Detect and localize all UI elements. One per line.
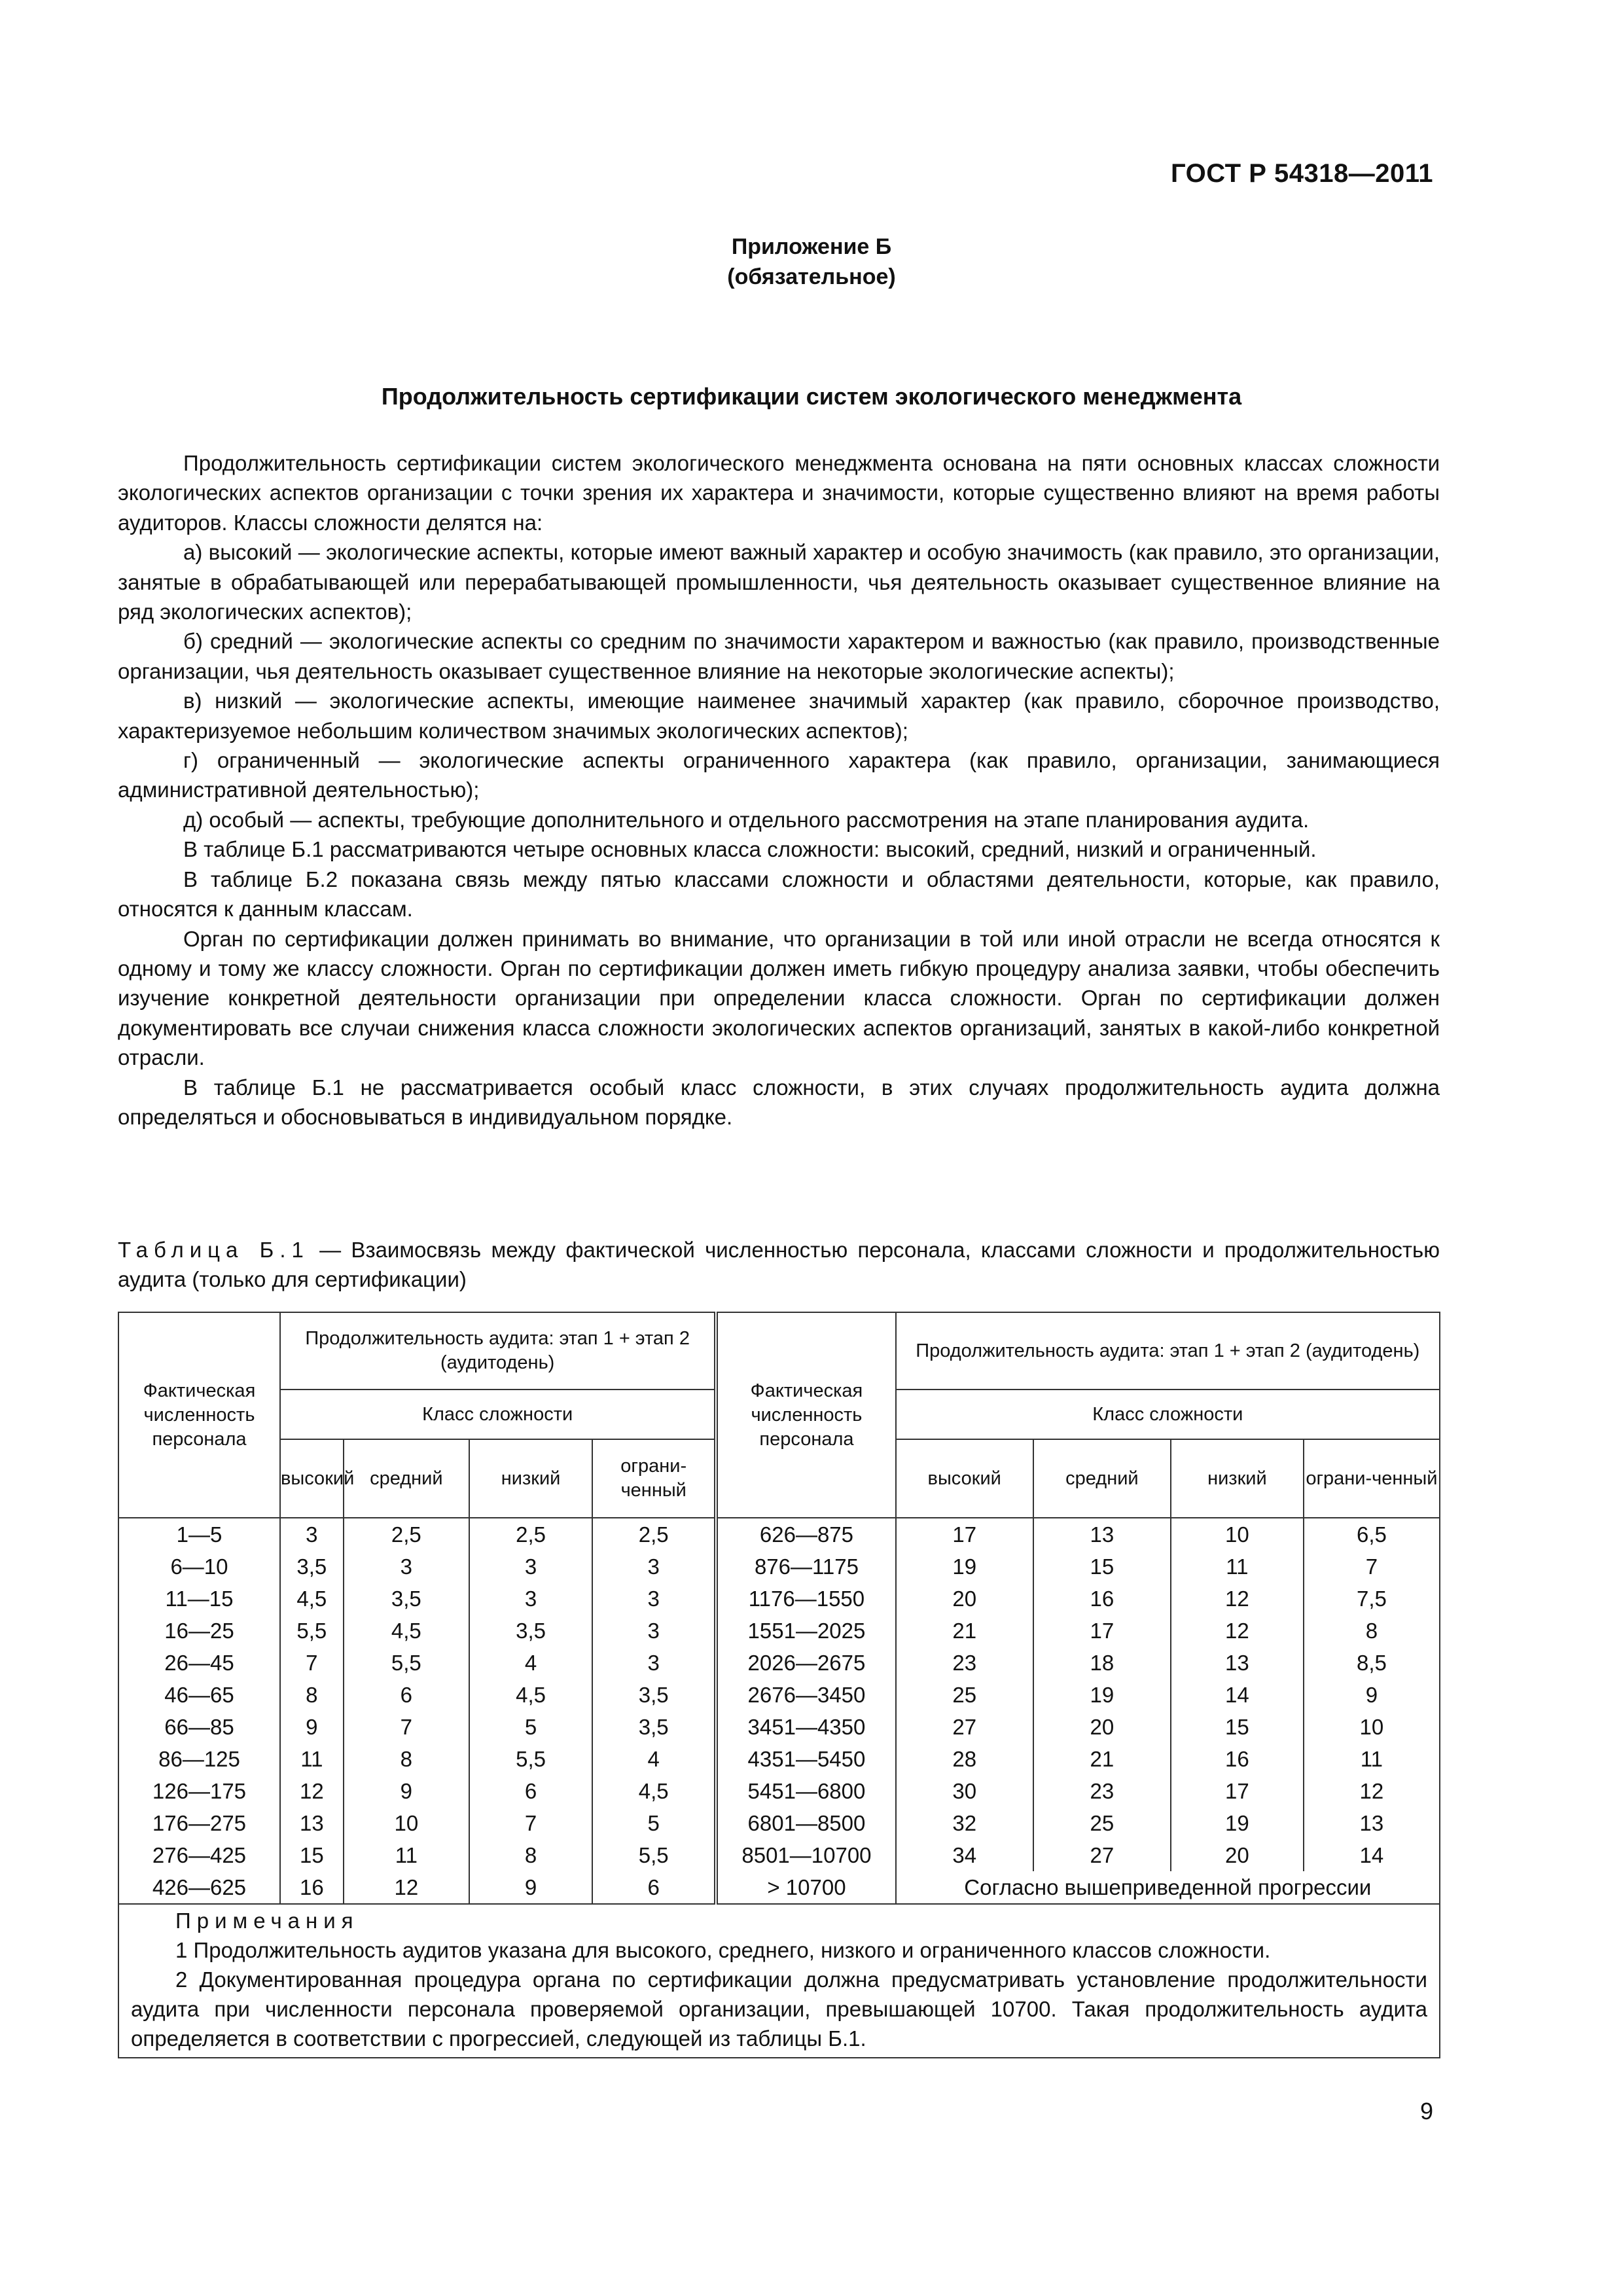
table-cell: 8 <box>280 1679 344 1711</box>
table-cell: 18 <box>1033 1647 1171 1679</box>
paragraph: д) особый — аспекты, требующие дополнительного и отдельного рассмотрения на этапе планирования аудита. <box>183 807 1310 832</box>
table-row <box>118 1711 1440 1743</box>
table-cell: 2676—3450 <box>716 1679 895 1711</box>
table-cell: 7 <box>344 1711 469 1743</box>
table-cell: 7 <box>280 1647 344 1679</box>
table-cell: 15 <box>1171 1711 1304 1743</box>
table-row <box>118 1839 1440 1871</box>
table-cell: 13 <box>1304 1807 1440 1839</box>
header-class-limited-2: ограни-ченный <box>1304 1439 1440 1518</box>
table-cell: 6,5 <box>1304 1518 1440 1551</box>
table-cell: 20 <box>1033 1711 1171 1743</box>
table-cell: 8 <box>344 1743 469 1775</box>
table-cell: 19 <box>896 1551 1033 1583</box>
table-cell: 7 <box>1304 1551 1440 1583</box>
note-item: 1 Продолжительность аудитов указана для высокого, среднего, низкого и ограниченного классов сложности. <box>175 1938 1271 1962</box>
table-cell: 19 <box>1033 1679 1171 1711</box>
table-cell: 12 <box>1304 1775 1440 1807</box>
table-cell: 16—25 <box>118 1615 280 1647</box>
table-cell: 15 <box>280 1839 344 1871</box>
table-cell: 20 <box>896 1583 1033 1615</box>
header-duration-2: Продолжительность аудита: этап 1 + этап 2 (аудитодень) <box>896 1312 1440 1390</box>
table-cell: 1—5 <box>118 1518 280 1551</box>
header-staff: Фактическая численность персонала <box>118 1312 280 1518</box>
table-cell: 3 <box>592 1551 716 1583</box>
table-cell: 27 <box>896 1711 1033 1743</box>
table-notes-cell <box>118 1904 1440 2058</box>
table-cell: 25 <box>896 1679 1033 1711</box>
header-class-limited: ограни-ченный <box>592 1439 716 1518</box>
table-cell: 12 <box>1171 1583 1304 1615</box>
table-cell: 5451—6800 <box>716 1775 895 1807</box>
table-cell: 17 <box>896 1518 1033 1551</box>
table-cell: 16 <box>1171 1743 1304 1775</box>
table-cell: 8,5 <box>1304 1647 1440 1679</box>
page-number: 9 <box>1419 2098 1433 2125</box>
table-row <box>118 1743 1440 1775</box>
table-row <box>118 1647 1440 1679</box>
table-cell: 176—275 <box>118 1807 280 1839</box>
table-cell: 3451—4350 <box>716 1711 895 1743</box>
table-caption-label: Таблица Б.1 <box>118 1238 310 1262</box>
data-table <box>118 1312 1440 2058</box>
table-cell: 11 <box>280 1743 344 1775</box>
document-code: ГОСТ Р 54318—2011 <box>1171 159 1433 188</box>
table-cell: 4 <box>592 1743 716 1775</box>
table-cell: 23 <box>1033 1775 1171 1807</box>
table-cell: 7 <box>469 1807 592 1839</box>
paragraph: В таблице Б.1 рассматриваются четыре основных класса сложности: высокий, средний, низкий и ограниченный. <box>183 837 1317 862</box>
table-cell: 3 <box>280 1518 344 1551</box>
header-class-low: низкий <box>469 1439 592 1518</box>
table-cell: 126—175 <box>118 1775 280 1807</box>
table-cell: 16 <box>280 1871 344 1904</box>
table-cell: 26—45 <box>118 1647 280 1679</box>
header-class-high: высокий <box>280 1439 344 1518</box>
table-row <box>118 1551 1440 1583</box>
note-item: 2 Документированная процедура органа по сертификации должна предусматривать установление продолжительности аудита при численности персонала проверяемой организации, превышающей 10700. Такая продолжительность аудита определяется в соответствии с прогрессией, следующей из таблицы Б.1. <box>131 1967 1427 2051</box>
header-class: Класс сложности <box>280 1390 716 1439</box>
table-cell: 3 <box>592 1615 716 1647</box>
paragraph: Продолжительность сертификации систем экологического менеджмента основана на пяти основных классах сложности экологических аспектов организации с точки зрения их характера и значимости, которые существенно влияют на время работы аудиторов. Классы сложности делятся на: <box>118 451 1440 535</box>
table-cell: 12 <box>344 1871 469 1904</box>
table-cell: 12 <box>1171 1615 1304 1647</box>
table-cell: 6 <box>344 1679 469 1711</box>
table-cell: 13 <box>1033 1518 1171 1551</box>
table-cell: 3 <box>469 1551 592 1583</box>
table-notes <box>119 1905 1439 2057</box>
table-cell: 19 <box>1171 1807 1304 1839</box>
paragraph: В таблице Б.1 не рассматривается особый класс сложности, в этих случаях продолжительность аудита должна определяться и обосновываться в индивидуальном порядке. <box>118 1075 1440 1129</box>
table-cell: 32 <box>896 1807 1033 1839</box>
table-cell: 10 <box>1171 1518 1304 1551</box>
table-cell: 4 <box>469 1647 592 1679</box>
appendix-status: (обязательное) <box>727 264 896 289</box>
paragraph: В таблице Б.2 показана связь между пятью классами сложности и областями деятельности, которые, как правило, относятся к данным классам. <box>118 867 1440 922</box>
table-row <box>118 1615 1440 1647</box>
table-cell: 876—1175 <box>716 1551 895 1583</box>
header-class-2: Класс сложности <box>896 1390 1440 1439</box>
table-cell: 3 <box>592 1647 716 1679</box>
table-cell: 6 <box>469 1775 592 1807</box>
table-cell: 5 <box>592 1807 716 1839</box>
header-class-medium-2: средний <box>1033 1439 1171 1518</box>
table-cell: 86—125 <box>118 1743 280 1775</box>
table-cell: 11 <box>1304 1743 1440 1775</box>
table-cell: 4351—5450 <box>716 1743 895 1775</box>
table-cell: 3 <box>469 1583 592 1615</box>
table-cell: 3 <box>592 1583 716 1615</box>
table-cell: 626—875 <box>716 1518 895 1551</box>
paragraph: а) высокий — экологические аспекты, которые имеют важный характер и особую значимость (как правило, это организации, занятые в обрабатывающей или перерабатывающей промышленности, чья деятельность оказывает существенное влияние на ряд экологических аспектов); <box>118 540 1440 624</box>
table-cell: 2,5 <box>344 1518 469 1551</box>
appendix-title: Приложение Б <box>731 234 892 259</box>
table-cell: 66—85 <box>118 1711 280 1743</box>
table-cell: 9 <box>280 1711 344 1743</box>
header-class-low-2: низкий <box>1171 1439 1304 1518</box>
table-cell: 6801—8500 <box>716 1807 895 1839</box>
document-title: Продолжительность сертификации систем экологического менеджмента <box>381 383 1242 410</box>
table-row <box>118 1583 1440 1615</box>
table-cell: 3,5 <box>469 1615 592 1647</box>
table-cell: 11 <box>1171 1551 1304 1583</box>
table-cell: 426—625 <box>118 1871 280 1904</box>
table-cell: 16 <box>1033 1583 1171 1615</box>
table-cell: 1176—1550 <box>716 1583 895 1615</box>
table-cell: 23 <box>896 1647 1033 1679</box>
table-cell: 3,5 <box>344 1583 469 1615</box>
table-cell: 13 <box>1171 1647 1304 1679</box>
table-cell: > 10700 <box>716 1871 895 1904</box>
table-cell: 5,5 <box>280 1615 344 1647</box>
table-cell: 3 <box>344 1551 469 1583</box>
table-cell: 6—10 <box>118 1551 280 1583</box>
table-cell: 3,5 <box>592 1679 716 1711</box>
table-cell: 3,5 <box>280 1551 344 1583</box>
progression-cell: Согласно вышеприведенной прогрессии <box>896 1871 1440 1904</box>
paragraph: Орган по сертификации должен принимать во внимание, что организации в той или иной отрасли не всегда относятся к одному и тому же классу сложности. Орган по сертификации должен иметь гибкую процедуру анализа заявки, чтобы обеспечить изучение конкретной деятельности организации при определении класса сложности. Орган по сертификации должен документировать все случаи снижения класса сложности экологических аспектов организаций, занятых в какой-либо конкретной отрасли. <box>118 926 1440 1070</box>
table-cell: 8501—10700 <box>716 1839 895 1871</box>
table-cell: 14 <box>1171 1679 1304 1711</box>
table-cell: 2026—2675 <box>716 1647 895 1679</box>
table-cell: 9 <box>469 1871 592 1904</box>
header-duration: Продолжительность аудита: этап 1 + этап 2 (аудитодень) <box>280 1312 716 1390</box>
header-staff-2: Фактическая численность персонала <box>716 1312 895 1518</box>
table-cell: 5,5 <box>592 1839 716 1871</box>
table-cell: 9 <box>344 1775 469 1807</box>
table-cell: 21 <box>1033 1743 1171 1775</box>
body-text <box>118 448 1440 1132</box>
table-cell: 13 <box>280 1807 344 1839</box>
notes-title: Примечания <box>175 1909 359 1933</box>
table-caption <box>118 1235 1440 1294</box>
table-cell: 2,5 <box>469 1518 592 1551</box>
table-cell: 28 <box>896 1743 1033 1775</box>
table-cell: 11—15 <box>118 1583 280 1615</box>
table-cell: 11 <box>344 1839 469 1871</box>
table-cell: 3,5 <box>592 1711 716 1743</box>
table-cell: 10 <box>1304 1711 1440 1743</box>
table-cell: 30 <box>896 1775 1033 1807</box>
table-row <box>118 1775 1440 1807</box>
header-class-medium: средний <box>344 1439 469 1518</box>
table-cell: 8 <box>1304 1615 1440 1647</box>
table-cell: 4,5 <box>344 1615 469 1647</box>
table-cell: 27 <box>1033 1839 1171 1871</box>
table-cell: 14 <box>1304 1839 1440 1871</box>
table-cell: 34 <box>896 1839 1033 1871</box>
table-cell: 4,5 <box>592 1775 716 1807</box>
paragraph: в) низкий — экологические аспекты, имеющие наименее значимый характер (как правило, сборочное производство, характеризуемое небольшим количеством значимых экологических аспектов); <box>118 689 1440 743</box>
table-cell: 21 <box>896 1615 1033 1647</box>
table-cell: 276—425 <box>118 1839 280 1871</box>
table-cell: 17 <box>1171 1775 1304 1807</box>
table-cell: 2,5 <box>592 1518 716 1551</box>
table-cell: 8 <box>469 1839 592 1871</box>
table-cell: 17 <box>1033 1615 1171 1647</box>
header-class-high-2: высокий <box>896 1439 1033 1518</box>
table-cell: 25 <box>1033 1807 1171 1839</box>
table-cell: 1551—2025 <box>716 1615 895 1647</box>
table-cell: 20 <box>1171 1839 1304 1871</box>
table-row <box>118 1807 1440 1839</box>
table-row <box>118 1518 1440 1551</box>
table-cell: 5 <box>469 1711 592 1743</box>
table-cell: 4,5 <box>280 1583 344 1615</box>
table-cell: 46—65 <box>118 1679 280 1711</box>
table-row <box>118 1871 1440 1904</box>
table-cell: 9 <box>1304 1679 1440 1711</box>
table-cell: 4,5 <box>469 1679 592 1711</box>
table-body <box>118 1518 1440 1904</box>
table-cell: 10 <box>344 1807 469 1839</box>
paragraph: г) ограниченный — экологические аспекты ограниченного характера (как правило, организации, занимающиеся административной деятельностью); <box>118 748 1440 802</box>
table-cell: 5,5 <box>344 1647 469 1679</box>
table-cell: 12 <box>280 1775 344 1807</box>
table-cell: 6 <box>592 1871 716 1904</box>
table-cell: 15 <box>1033 1551 1171 1583</box>
table-cell: 5,5 <box>469 1743 592 1775</box>
table-caption-text: — Взаимосвязь между фактической численностью персонала, классами сложности и продолжительностью аудита (только для сертификации) <box>118 1238 1440 1291</box>
table-row <box>118 1679 1440 1711</box>
table-cell: 7,5 <box>1304 1583 1440 1615</box>
paragraph: б) средний — экологические аспекты со средним по значимости характером и важностью (как правило, производственные организации, чья деятельность оказывает существенное влияние на некоторые экологические аспекты); <box>118 629 1440 683</box>
